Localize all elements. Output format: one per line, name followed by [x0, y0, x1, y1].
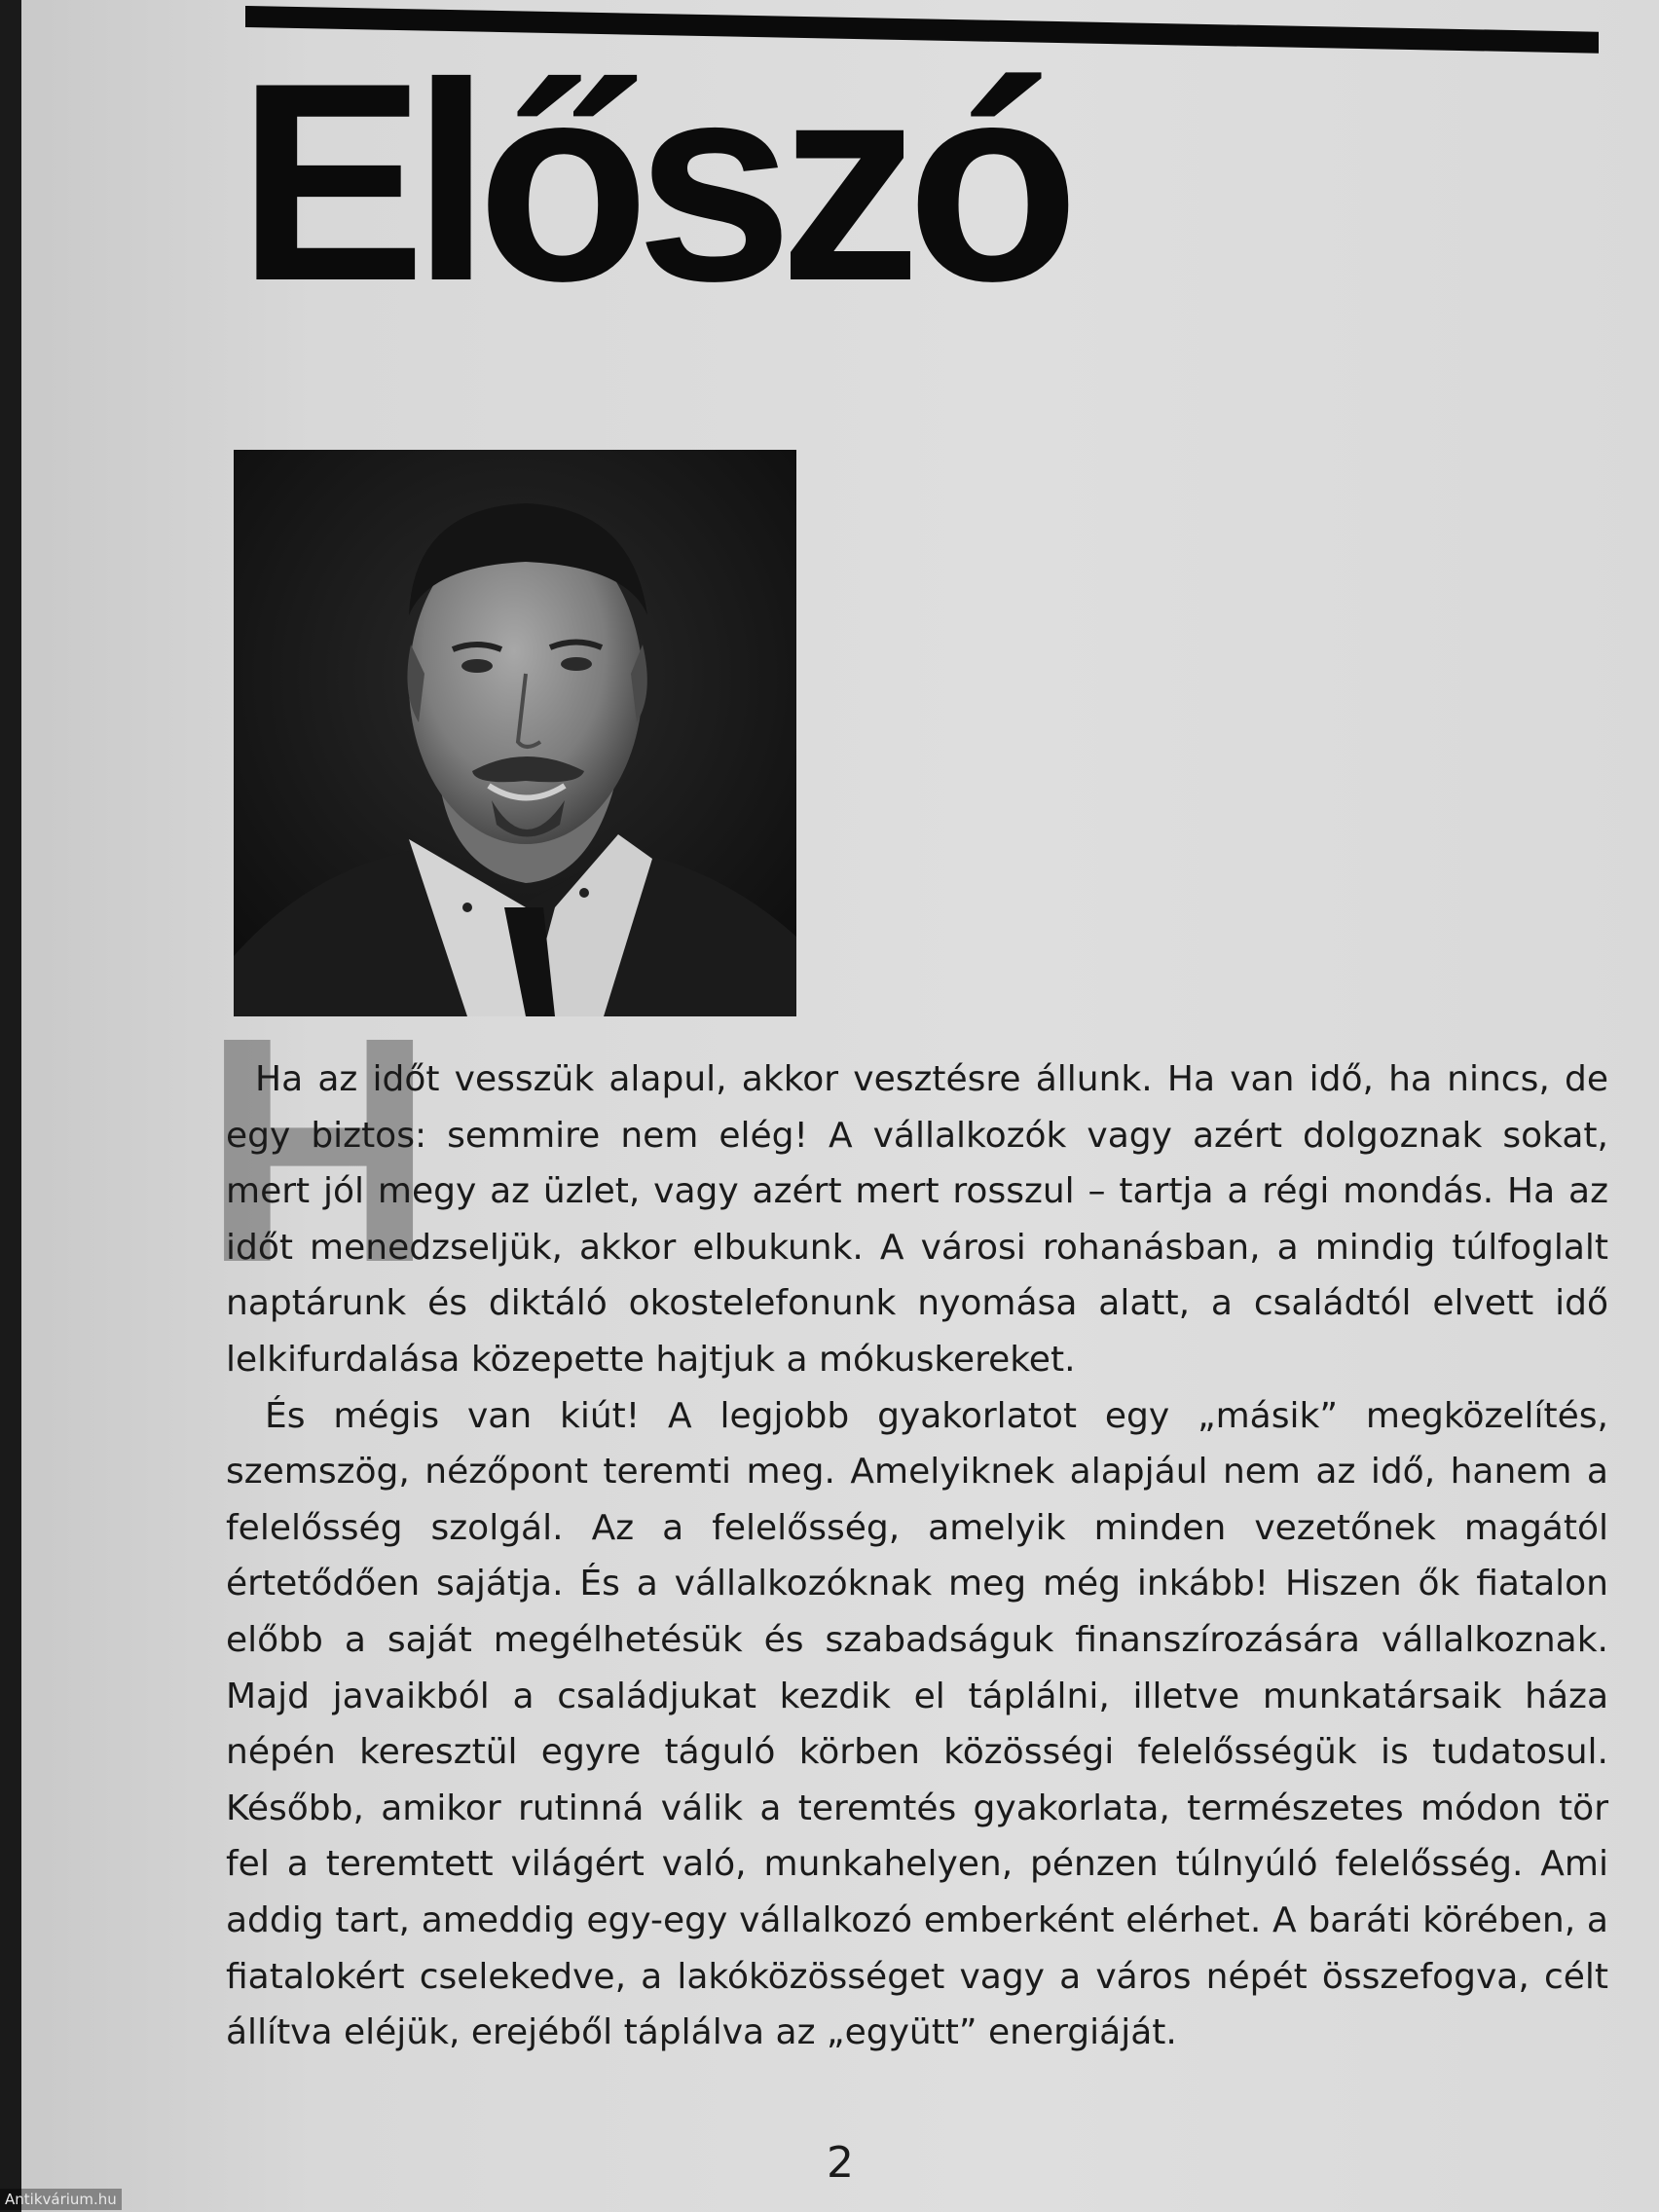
page-number: 2 — [827, 2138, 854, 2188]
paragraph: És mégis van kiút! A legjobb gyakorlatot egy „másik” megközelítés, szemszög, nézőpont teremti meg. Amelyiknek alapjául nem az idő, hanem a felelősség szolgál. Az a felelősség, amelyik minden vezetőnek magától értetődően sajátja. És a vállalkozóknak meg még inkább! Hiszen ők fiatalon előbb a saját megélhetésük és szabadságuk finanszírozására vállalkoznak. Majd javaikból a családjukat kezdik el táplálni, illetve munkatársaik háza népén keresztül egyre táguló körben közösségi felelősségük is tudatosul. Később, amikor rutinná válik a teremtés gyakorlata, természetes módon tör fel a teremtett világért való, munkahelyen, pénzen túlnyúló felelősség. Ami addig tart, ameddig egy-egy vállalkozó emberként elérhet. A baráti körében, a fiatalokért cselekedve, a lakóközösséget vagy a város népét összefogva, célt állítva eléjük, erejéből táplálva az „együtt” energiáját. — [226, 1395, 1608, 2053]
watermark: Antikvárium.hu — [0, 2189, 122, 2210]
book-page — [21, 0, 1659, 2212]
paragraph: Ha az időt vesszük alapul, akkor vesztésre állunk. Ha van idő, ha nincs, de egy biztos: semmire nem elég! A vállalkozók vagy azért dolgoznak sokat, mert jól megy az üzlet, vagy azért mert rosszul – tartja a régi mondás. Ha az időt menedzseljük, akkor elbukunk. A városi rohanásban, a mindig túlfoglalt naptárunk és diktáló okostelefonunk nyomása alatt, a családtól elvett idő lelkifurdalása közepette hajtjuk a mókuskereket. — [226, 1059, 1608, 1380]
body-text — [226, 1051, 1608, 2061]
author-portrait — [234, 450, 796, 1016]
page-title: Előszó — [238, 24, 1066, 340]
drop-cap: H — [203, 970, 435, 1329]
author-photo-icon — [234, 450, 796, 1016]
